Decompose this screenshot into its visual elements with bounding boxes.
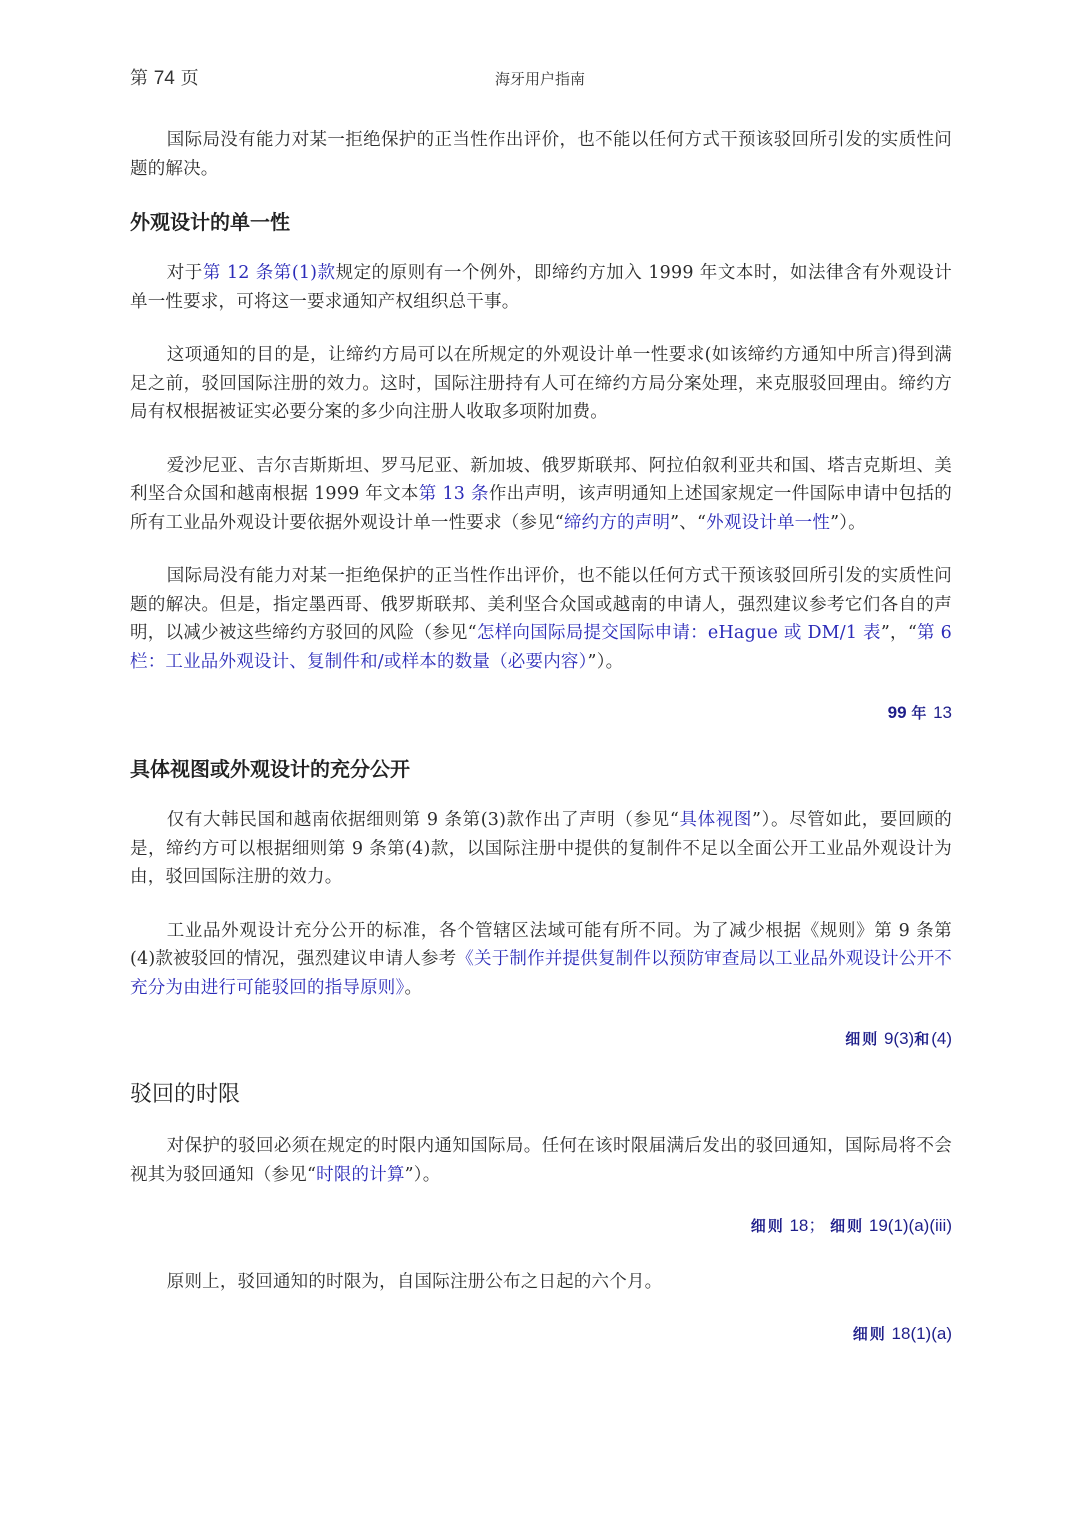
paragraph-7: 工业品外观设计充分公开的标准，各个管辖区法域可能有所不同。为了减少根据《规则》第 9 条第(4)款被驳回的情况，强烈建议申请人参考《关于制作并提供复制件以预防审查局以工业品外观设计公开不充分为由进行可能驳回的指导原则》。: [130, 920, 952, 998]
link-guidelines[interactable]: 《关于制作并提供复制件以预防审查局以工业品外观设计公开不充分为由进行可能驳回的指导原则》: [130, 949, 952, 998]
paragraph-6: 仅有大韩民国和越南依据细则第 9 条第(3)款作出了声明（参见“具体视图”）。尽管如此，要回顾的是，缔约方可以根据细则第 9 条第(4)款，以国际注册中提供的复制件不足以全面公开工业品外观设计为由，驳回国际注册的效力。: [130, 810, 952, 887]
page-header: [130, 64, 950, 94]
paragraph-9: 原则上，驳回通知的时限为，自国际注册公布之日起的六个月。: [166, 1272, 663, 1292]
main-content: [130, 126, 952, 1376]
link-contracting-party-declarations[interactable]: 缔约方的声明: [563, 512, 671, 533]
heading-design-unity: 外观设计的单一性: [130, 210, 290, 234]
paragraph-1: 国际局没有能力对某一拒绝保护的正当性作出评价，也不能以任何方式干预该驳回所引发的实质性问题的解决。: [130, 130, 952, 179]
reference-rule-18-19: 细则 18； 细则 19(1)(a)(iii): [750, 1216, 952, 1235]
document-title: 海牙用户指南: [494, 70, 585, 88]
link-how-to-file[interactable]: 怎样向国际局提交国际申请：eHague 或 DM/1 表: [476, 623, 881, 643]
paragraph-2: 对于第 12 条第(1)款规定的原则有一个例外，即缔约方加入 1999 年文本时，如法律含有外观设计单一性要求，可将这一要求通知产权组织总干事。: [130, 263, 952, 312]
page-number: 第 74 页: [130, 68, 199, 89]
link-article-13[interactable]: 第 13 条: [418, 484, 489, 504]
link-article-12[interactable]: 第 12 条第(1)款: [202, 263, 336, 283]
heading-sufficient-disclosure: 具体视图或外观设计的充分公开: [130, 757, 410, 781]
paragraph-4: 爱沙尼亚、吉尔吉斯斯坦、罗马尼亚、新加坡、俄罗斯联邦、阿拉伯叙利亚共和国、塔吉克斯坦、美利坚合众国和越南根据 1999 年文本第 13 条作出声明，该声明通知上述国家规定一件国际申请中包括的所有工业品外观设计要依据外观设计单一性要求（参见“缔约方的声明”、“外观设计单一性”）。: [130, 455, 953, 533]
paragraph-8: 对保护的驳回必须在规定的时限内通知国际局。任何在该时限届满后发出的驳回通知，国际局将不会视其为驳回通知（参见“时限的计算”）。: [130, 1136, 952, 1185]
paragraph-5: 国际局没有能力对某一拒绝保护的正当性作出评价，也不能以任何方式干预该驳回所引发的实质性问题的解决。但是，指定墨西哥、俄罗斯联邦、美利坚合众国或越南的申请人，强烈建议参考它们各自的声明，以减少被这些缔约方驳回的风险（参见“怎样向国际局提交国际申请：eHague 或 DM/1 表”，“第 6 栏：工业品外观设计、复制件和/或样本的数量（必要内容）”）。: [130, 566, 952, 672]
paragraph-3: 这项通知的目的是，让缔约方局可以在所规定的外观设计单一性要求(如该缔约方通知中所言)得到满足之前，驳回国际注册的效力。这时，国际注册持有人可在缔约方局分案处理，来克服驳回理由。缔约方局有权根据被证实必要分案的多少向注册人收取多项附加费。: [130, 345, 952, 422]
page-number-value: 74: [153, 68, 175, 89]
reference-rule-18-1a: 细则 18(1)(a): [852, 1323, 952, 1343]
link-specific-views[interactable]: 具体视图: [679, 810, 753, 830]
reference-article-13: 99 年 13: [887, 703, 952, 722]
reference-rule-9: 细则 9(3)和(4): [845, 1029, 952, 1048]
link-design-unity[interactable]: 外观设计单一性: [706, 512, 831, 533]
link-time-calculation[interactable]: 时限的计算: [316, 1164, 405, 1185]
link-box-6[interactable]: 第 6 栏：工业品外观设计、复制件和/或样本的数量（必要内容）: [130, 623, 952, 672]
heading-time-limit: 驳回的时限: [130, 1082, 241, 1107]
